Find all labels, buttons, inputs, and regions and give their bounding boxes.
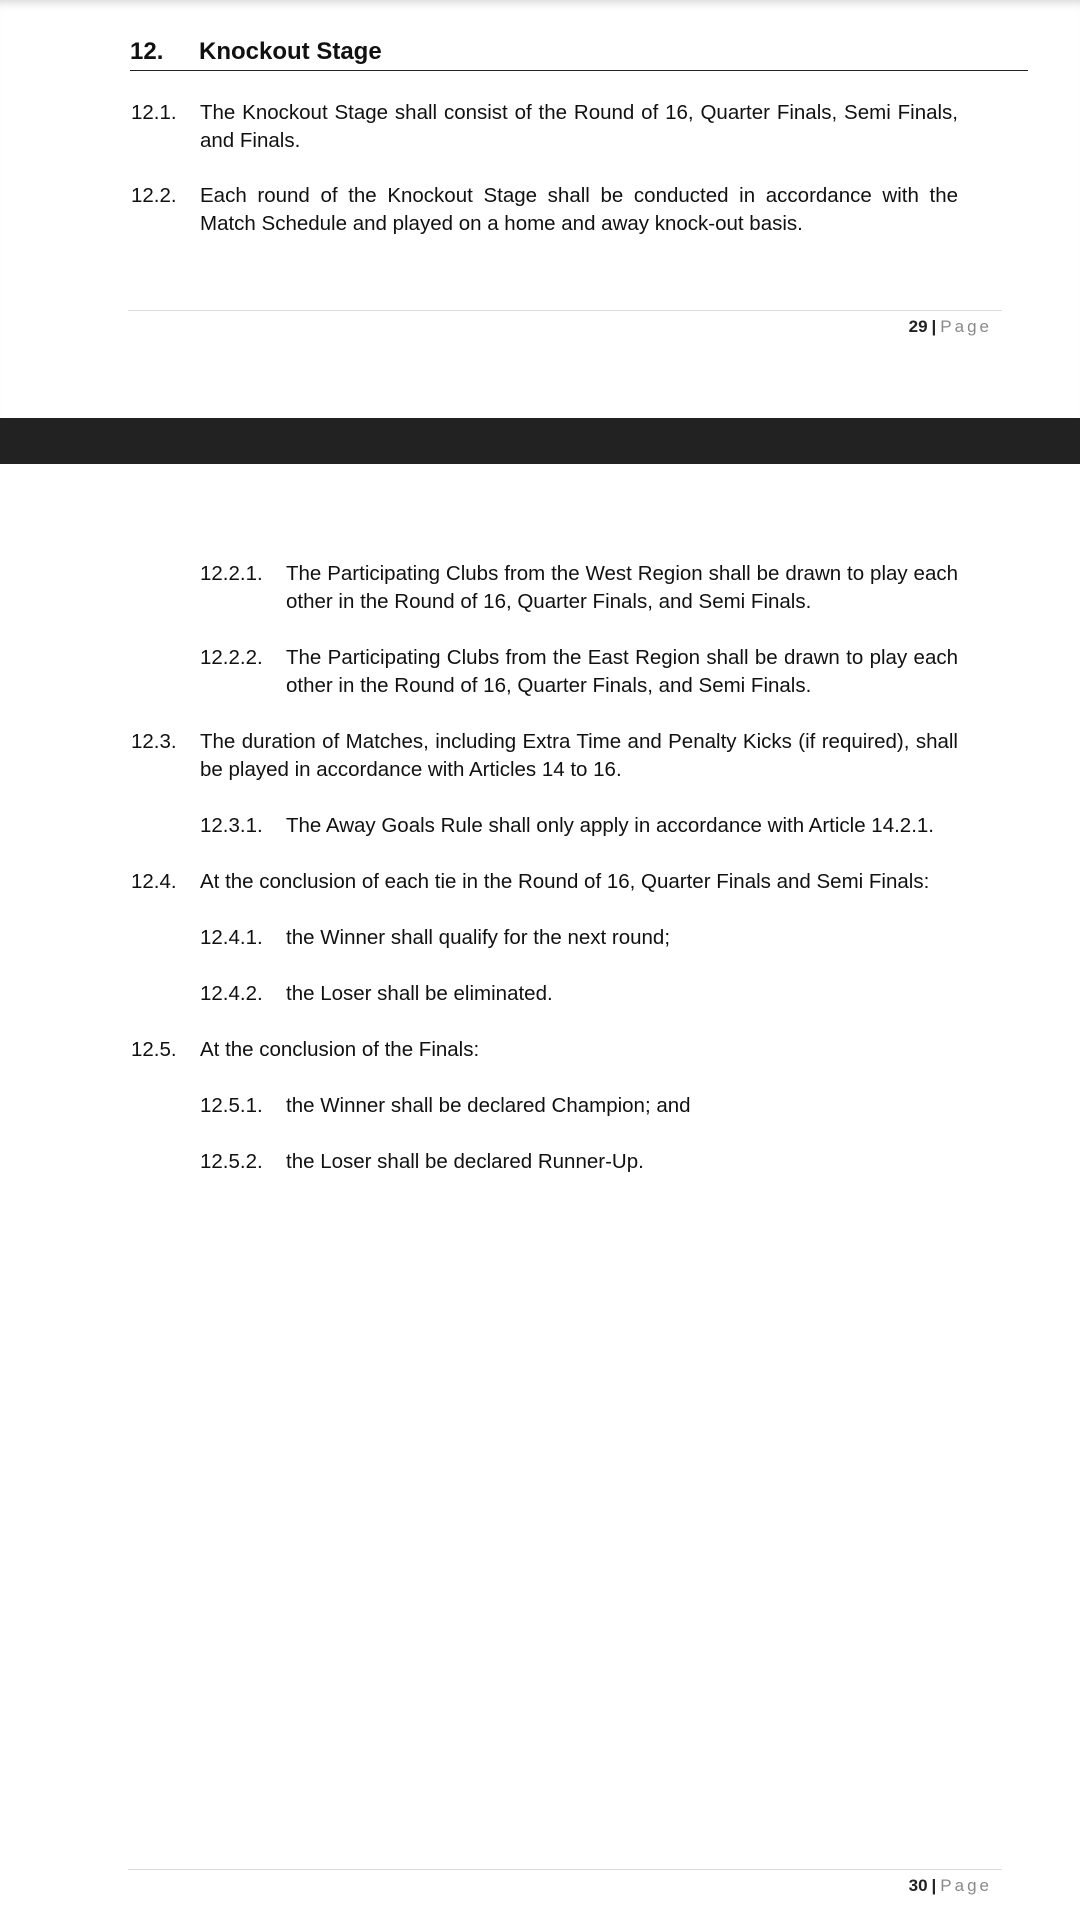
page-label: Page bbox=[940, 317, 992, 336]
page-label: Page bbox=[940, 1876, 992, 1895]
section-title: Knockout Stage bbox=[199, 38, 382, 65]
clause-number: 12.2. bbox=[131, 184, 177, 207]
clause-text: the Winner shall be declared Champion; and bbox=[286, 1094, 691, 1117]
clause-number: 12.5.2. bbox=[200, 1150, 263, 1173]
clause-number: 12.4. bbox=[131, 870, 177, 893]
page-footer bbox=[909, 1875, 992, 1897]
clause-number: 12.2.1. bbox=[200, 562, 263, 585]
clause-number: 12.5.1. bbox=[200, 1094, 263, 1117]
footer-divider bbox=[128, 1869, 1002, 1870]
clause-number: 12.3.1. bbox=[200, 814, 263, 837]
page-gap bbox=[0, 418, 1080, 464]
section-heading bbox=[130, 36, 1028, 71]
clause-text: The Participating Clubs from the West Region shall be drawn to play each other in the Round of 16, Quarter Finals, and Semi Finals. bbox=[286, 562, 958, 613]
page-footer bbox=[909, 316, 992, 338]
clause-number: 12.3. bbox=[131, 730, 177, 753]
clause-text: The Knockout Stage shall consist of the Round of 16, Quarter Finals, Semi Finals, and Finals. bbox=[200, 101, 958, 152]
document-page-30 bbox=[0, 464, 1080, 1920]
clause-text: At the conclusion of each tie in the Round of 16, Quarter Finals and Semi Finals: bbox=[200, 870, 930, 893]
section-number: 12. bbox=[130, 38, 164, 65]
clause-text: The Away Goals Rule shall only apply in accordance with Article 14.2.1. bbox=[286, 814, 935, 837]
page-number: 29 bbox=[908, 317, 928, 336]
page-separator: | bbox=[931, 1876, 937, 1895]
clause-text: The Participating Clubs from the East Region shall be drawn to play each other in the Round of 16, Quarter Finals, and Semi Finals. bbox=[286, 646, 958, 697]
clause-number: 12.5. bbox=[131, 1038, 177, 1061]
clause-number: 12.1. bbox=[131, 101, 177, 124]
clause-text: the Winner shall qualify for the next round; bbox=[286, 926, 671, 949]
page-number: 30 bbox=[908, 1876, 928, 1895]
clause-text: The duration of Matches, including Extra Time and Penalty Kicks (if required), shall be played in accordance with Articles 14 to 16. bbox=[200, 730, 958, 781]
clause-text: the Loser shall be declared Runner-Up. bbox=[286, 1150, 644, 1173]
clause-text: At the conclusion of the Finals: bbox=[200, 1038, 480, 1061]
footer-divider bbox=[128, 310, 1002, 311]
clause-text: Each round of the Knockout Stage shall be conducted in accordance with the Match Schedule and played on a home and away knock-out basis. bbox=[200, 184, 958, 235]
document-page-29 bbox=[0, 0, 1080, 418]
clause-number: 12.4.2. bbox=[200, 982, 263, 1005]
clause-text: the Loser shall be eliminated. bbox=[286, 982, 553, 1005]
clause-number: 12.4.1. bbox=[200, 926, 263, 949]
clause-number: 12.2.2. bbox=[200, 646, 263, 669]
page-separator: | bbox=[931, 317, 937, 336]
